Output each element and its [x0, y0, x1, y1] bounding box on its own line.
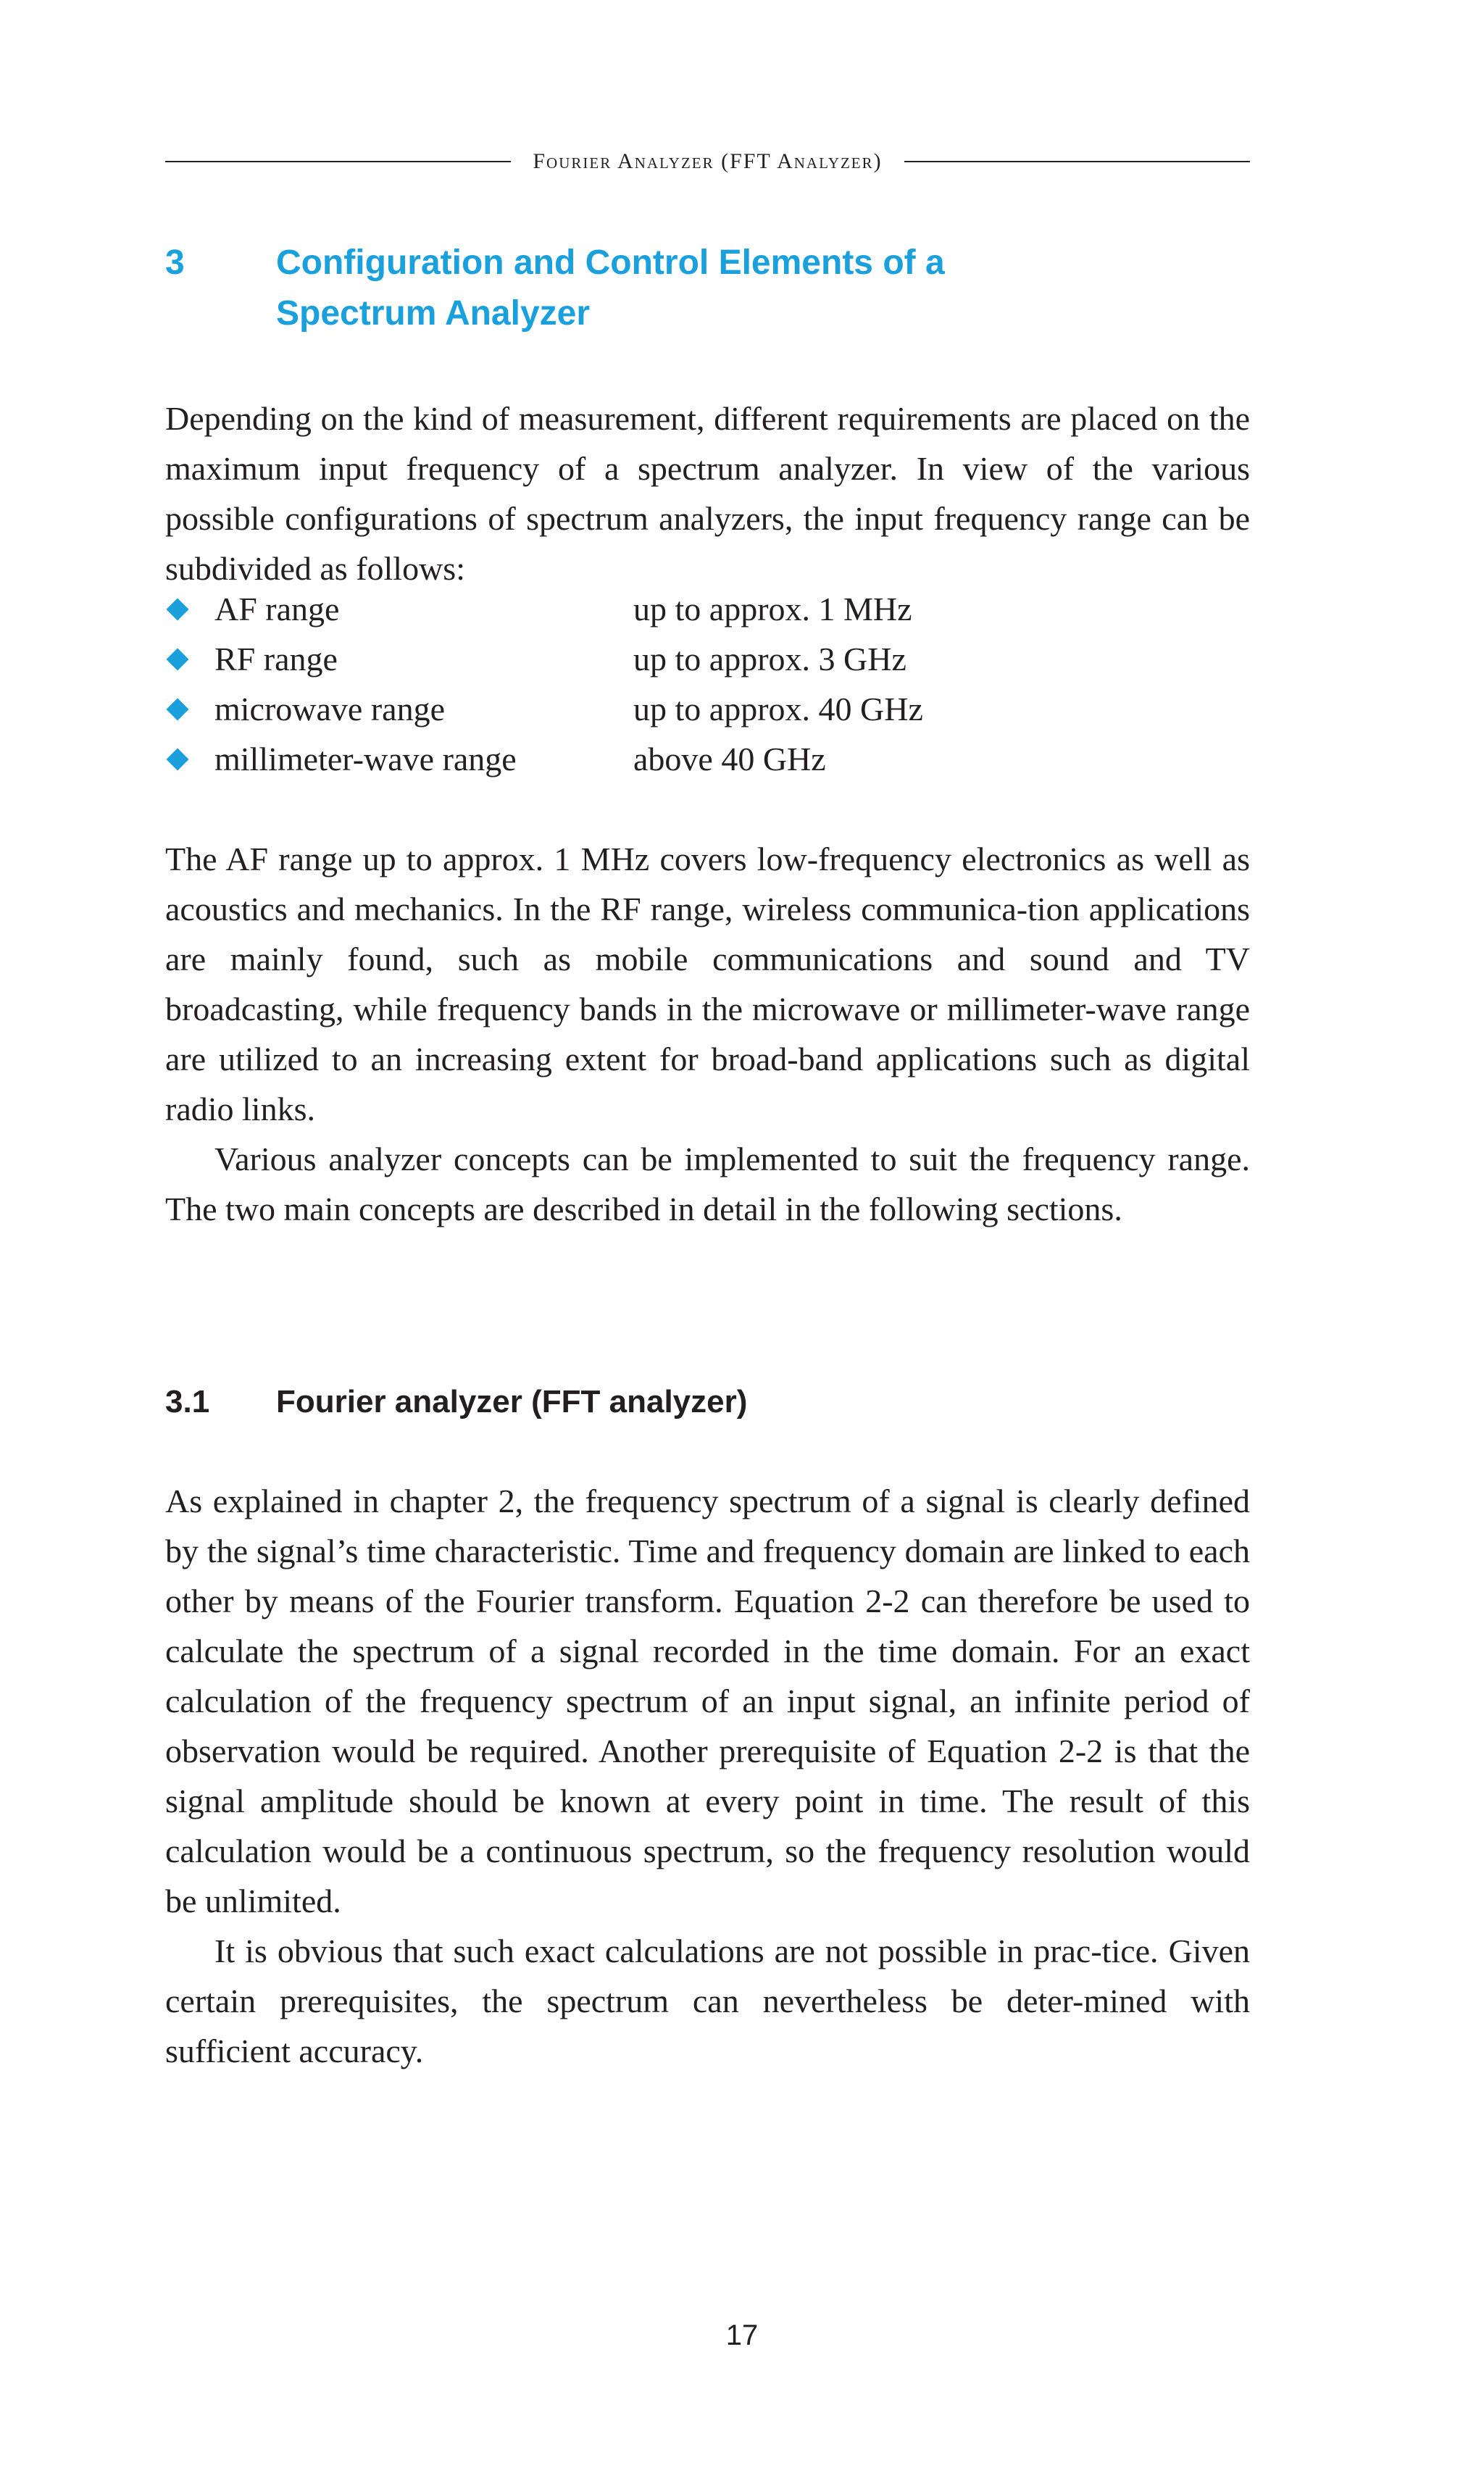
- chapter-number: 3: [165, 243, 185, 282]
- running-head: [165, 147, 1250, 176]
- running-head-rule-left: [165, 161, 511, 162]
- page-number: 17: [725, 2319, 759, 2351]
- section-heading: [165, 1380, 1252, 1424]
- range-limit: up to approx. 1 MHz: [633, 591, 912, 627]
- intro-paragraph: Depending on the kind of measurement, different requirements are placed on the maximum input frequency of a spectrum analyzer. In view of the various possible configurations of spectrum analyzers, the input frequency range can be subdivided as follows:: [165, 400, 1250, 587]
- section-title: Fourier analyzer (FFT analyzer): [276, 1384, 748, 1419]
- range-limit: up to approx. 3 GHz: [633, 641, 906, 677]
- list-item: [165, 634, 1250, 684]
- body-paragraph-fourier: As explained in chapter 2, the frequency spectrum of a signal is clearly defined by the signal’s time characteristic. Time and frequency domain are linked to each other by means of the Fourier transform. Equation 2-2 can therefore be used to calculate the spectrum of a signal recorded in the time domain. For an exact calculation of the frequency spectrum of an input signal, an infinite period of observation would be required. Another prerequisite of Equation 2-2 is that the signal amplitude should be known at every point in time. The result of this calculation would be a continuous spectrum, so the frequency resolution would be unlimited.: [165, 1482, 1250, 1919]
- chapter-heading: [165, 238, 1252, 339]
- body-paragraph-analyzer-concepts: Various analyzer concepts can be implemented to suit the frequency range. The two main concepts are described in detail in the following sections.: [165, 1140, 1250, 1227]
- diamond-bullet-icon: [166, 648, 188, 670]
- range-limit: above 40 GHz: [633, 741, 826, 777]
- range-limit: up to approx. 40 GHz: [633, 691, 923, 727]
- body-paragraph-exact-calculation: It is obvious that such exact calculations are not possible in prac-tice. Given certain prerequisites, the spectrum can nevertheless be deter-mined with sufficient accuracy.: [165, 1932, 1250, 2069]
- section-number: 3.1: [165, 1384, 210, 1419]
- range-name: millimeter-wave range: [214, 741, 517, 777]
- range-name: AF range: [214, 591, 340, 627]
- diamond-bullet-icon: [166, 698, 188, 720]
- range-name: RF range: [214, 641, 338, 677]
- diamond-bullet-icon: [166, 598, 188, 620]
- list-item: [165, 584, 1250, 634]
- chapter-title: Configuration and Control Elements of a Spectrum Analyzer: [276, 243, 945, 333]
- range-name: microwave range: [214, 691, 446, 727]
- list-item: [165, 684, 1250, 734]
- diamond-bullet-icon: [166, 748, 188, 770]
- list-item: [165, 734, 1250, 784]
- running-head-rule-right: [904, 161, 1250, 162]
- running-head-title: Fourier Analyzer (FFT Analyzer): [533, 149, 883, 173]
- frequency-range-list: [165, 584, 1250, 784]
- body-paragraph-af-range: The AF range up to approx. 1 MHz covers low-frequency electronics as well as acoustics and mechanics. In the RF range, wireless communica-tion applications are mainly found, such as mobile communications and sound and TV broadcasting, while frequency bands in the microwave or millimeter-wave range are utilized to an increasing extent for broad-band applications such as digital radio links.: [165, 841, 1250, 1127]
